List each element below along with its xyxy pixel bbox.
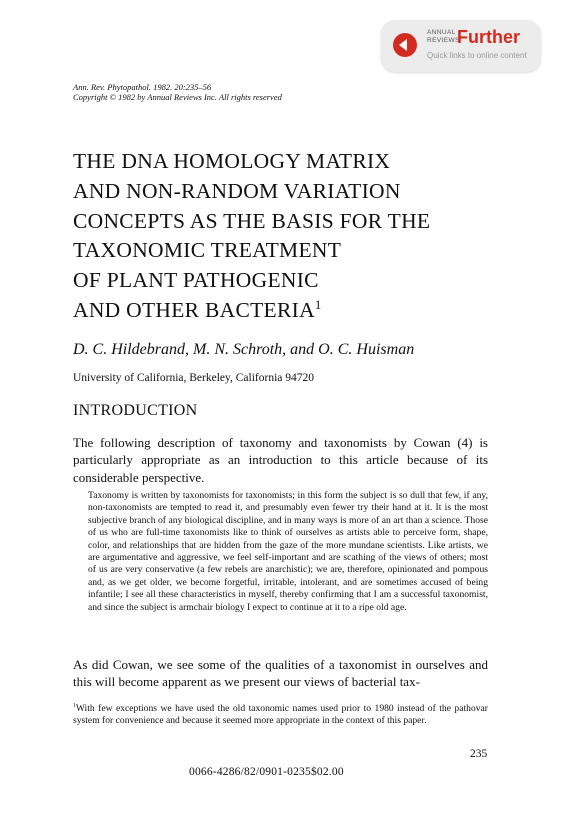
title-line: TAXONOMIC TREATMENT — [73, 238, 342, 263]
annual-reviews-further-badge[interactable] — [381, 20, 541, 72]
badge-further-label[interactable]: Further — [457, 27, 520, 47]
footnote-mark: 1 — [73, 702, 76, 709]
badge-subtitle[interactable]: Quick links to online content — [427, 51, 527, 60]
badge-reviews-label: REVIEWS — [427, 37, 460, 44]
author-affiliation: University of California, Berkeley, California 94720 — [73, 372, 315, 384]
title-line: AND NON-RANDOM VARIATION — [73, 178, 401, 203]
play-back-icon[interactable] — [393, 33, 417, 57]
title-line: THE DNA HOMOLOGY MATRIX — [73, 149, 391, 173]
title-line-text: AND OTHER BACTERIA — [73, 297, 315, 322]
body-paragraph: As did Cowan, we see some of the qualities of a taxonomist in ourselves and this will become apparent as we present our views of bacterial tax- — [73, 657, 488, 690]
journal-citation: Ann. Rev. Phytopathol. 1982. 20:235–56 — [73, 82, 212, 92]
article-code: 0066-4286/82/0901-0235$02.00 — [189, 766, 344, 778]
badge-annual-label: ANNUAL — [427, 29, 456, 36]
intro-paragraph: The following description of taxonomy and taxonomists by Cowan (4) is particularly appropriate as an introduction to this article because of its considerable perspective. — [73, 435, 488, 485]
title-line: CONCEPTS AS THE BASIS FOR THE — [73, 208, 431, 233]
page-number: 235 — [470, 748, 488, 760]
article-title — [73, 147, 533, 326]
copyright-notice: Copyright © 1982 by Annual Reviews Inc. All rights reserved — [73, 92, 282, 102]
footnote-text: With few exceptions we have used the old taxonomic names used prior to 1980 instead of the pathovar system for convenience and because it seemed more appropriate in the context of this paper. — [73, 703, 488, 727]
author-list: D. C. Hildebrand, M. N. Schroth, and O. C. Huisman — [73, 341, 415, 358]
footnote — [73, 703, 488, 728]
title-line-last — [73, 296, 533, 326]
title-footnote-mark[interactable]: 1 — [314, 297, 322, 312]
block-quote: Taxonomy is written by taxonomists for taxonomists; in this form the subject is so dull that few, if any, non-taxonomists are tempted to read it, and presumably even fewer try their hand at it. It is the most subjective branch of any biological discipline, and in many ways is more of an art than a science. Those of us who are full-time taxonomists like to think of ourselves as artists able to perceive form, shape, color, and relationships that are hidden from the gaze of the more mundane scientists. Like artists, we are argumentative and aggressive, we feel self-important and are scathing of the views of others; most of us are very conservative (a few rebels are anarchistic); we are, therefore, opinionated and pompous and, as we get older, we become forgetful, irritable, intolerant, and are sometimes accused of being infantile; I see all these characteristics in myself, thereby confirming that I am a successful taxonomist, and since the subject is armchair biology I expect to continue at it to a ripe old age. — [88, 490, 488, 613]
section-heading: INTRODUCTION — [73, 402, 198, 419]
title-line: OF PLANT PATHOGENIC — [73, 268, 319, 293]
